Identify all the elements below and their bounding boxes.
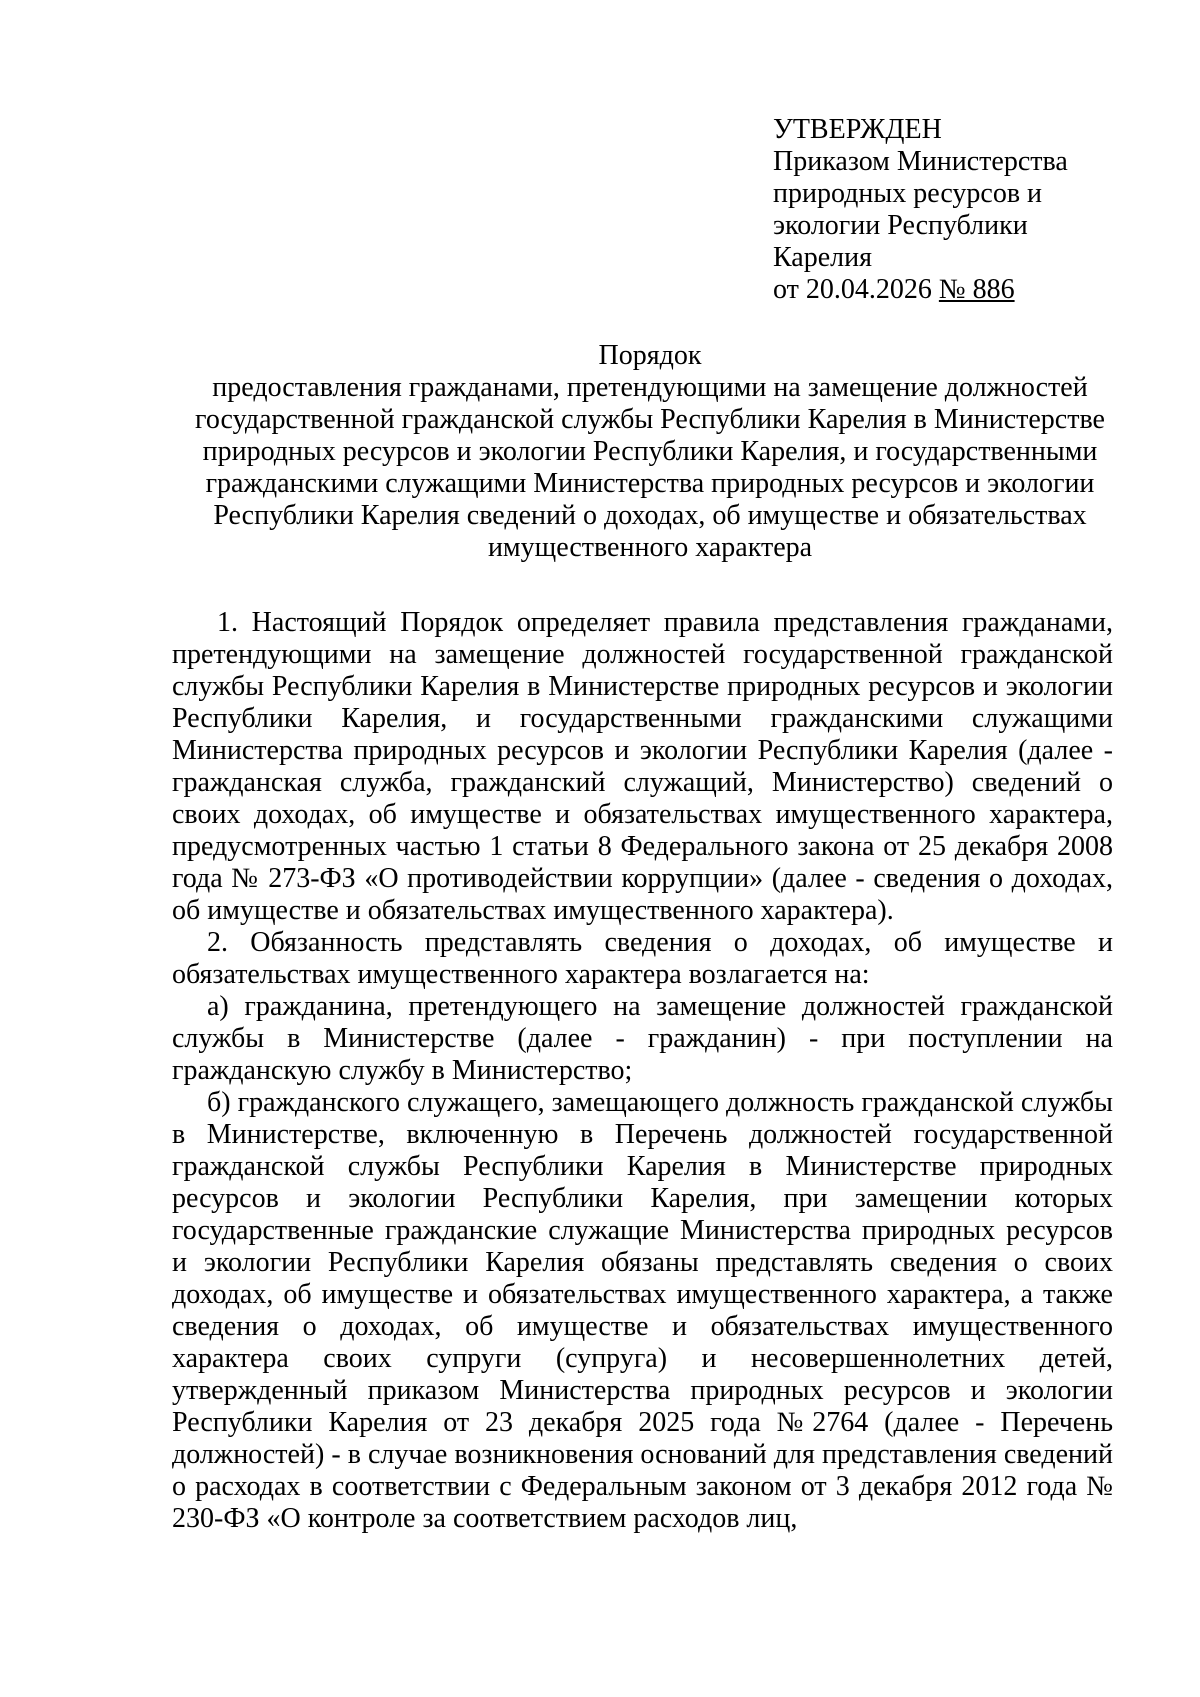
paragraph-2a: а) гражданина, претендующего на замещение должностей гражданской службы в Министерстве (далее - гражданин) - при поступлении на гражданскую службу в Министерство; [172, 991, 1113, 1086]
title-line: имущественного характера [487, 532, 813, 563]
title-line: государственной гражданской службы Республики Карелия в Министерстве [195, 404, 1105, 435]
paragraph-2: 2. Обязанность представлять сведения о доходах, об имуществе и обязательствах имущественного характера возлагается на: [172, 927, 1113, 990]
title-line: Республики Карелия сведений о доходах, об имуществе и обязательствах [213, 500, 1087, 531]
document-body [172, 607, 1113, 1535]
paragraph-1: 1. Настоящий Порядок определяет правила представления гражданами, претендующими на замещение должностей государственной гражданской службы Республики Карелия в Министерстве природных ресурсов и экологии Республики Карелия, и государственными гражданскими служащими Министерства природных ресурсов и экологии Республики Карелия (далее - гражданская служба, гражданский служащий, Министерство) сведений о своих доходах, об имуществе и обязательствах имущественного характера, предусмотренных частью 1 статьи 8 Федерального закона от 25 декабря 2008 года № 273-ФЗ «О противодействии коррупции» (далее - сведения о доходах, об имуществе и обязательствах имущественного характера). [172, 607, 1113, 926]
approval-line: природных ресурсов и [773, 178, 1043, 209]
paragraph-2b: б) гражданского служащего, замещающего должность гражданской службы в Министерстве, включенную в Перечень должностей государственной гражданской службы Республики Карелия в Министерстве природных ресурсов и экологии Республики Карелия, при замещении которых государственные гражданские служащие Министерства природных ресурсов и экологии Республики Карелия обязаны представлять сведения о своих доходах, об имуществе и обязательствах имущественного характера, а также сведения о доходах, об имуществе и обязательствах имущественного характера своих супруги (супруга) и несовершеннолетних детей, утвержденный приказом Министерства природных ресурсов и экологии Республики Карелия от 23 декабря 2025 года №2764 (далее - Перечень должностей) - в случае возникновения оснований для представления сведений о расходах в соответствии с Федеральным законом от 3 декабря 2012 года № 230-ФЗ «О контроле за соответствием расходов лиц, [172, 1087, 1113, 1534]
approval-date-line [773, 274, 1068, 306]
approval-line: Приказом Министерства [773, 146, 1068, 177]
approval-order-number: № 886 [938, 274, 1015, 305]
approval-line: экологии Республики [773, 210, 1028, 241]
approval-stamp [773, 114, 1068, 306]
approval-title: УТВЕРЖДЕН [773, 114, 942, 145]
document-title [172, 340, 1128, 564]
title-line: гражданскими служащими Министерства природных ресурсов и экологии [205, 468, 1095, 499]
title-heading: Порядок [598, 340, 702, 371]
approval-line: Карелия [773, 242, 872, 273]
title-line: предоставления гражданами, претендующими на замещение должностей [212, 372, 1088, 403]
approval-date: от 20.04.2026 [773, 274, 939, 305]
title-line: природных ресурсов и экологии Республики Карелия, и государственными [202, 436, 1098, 467]
